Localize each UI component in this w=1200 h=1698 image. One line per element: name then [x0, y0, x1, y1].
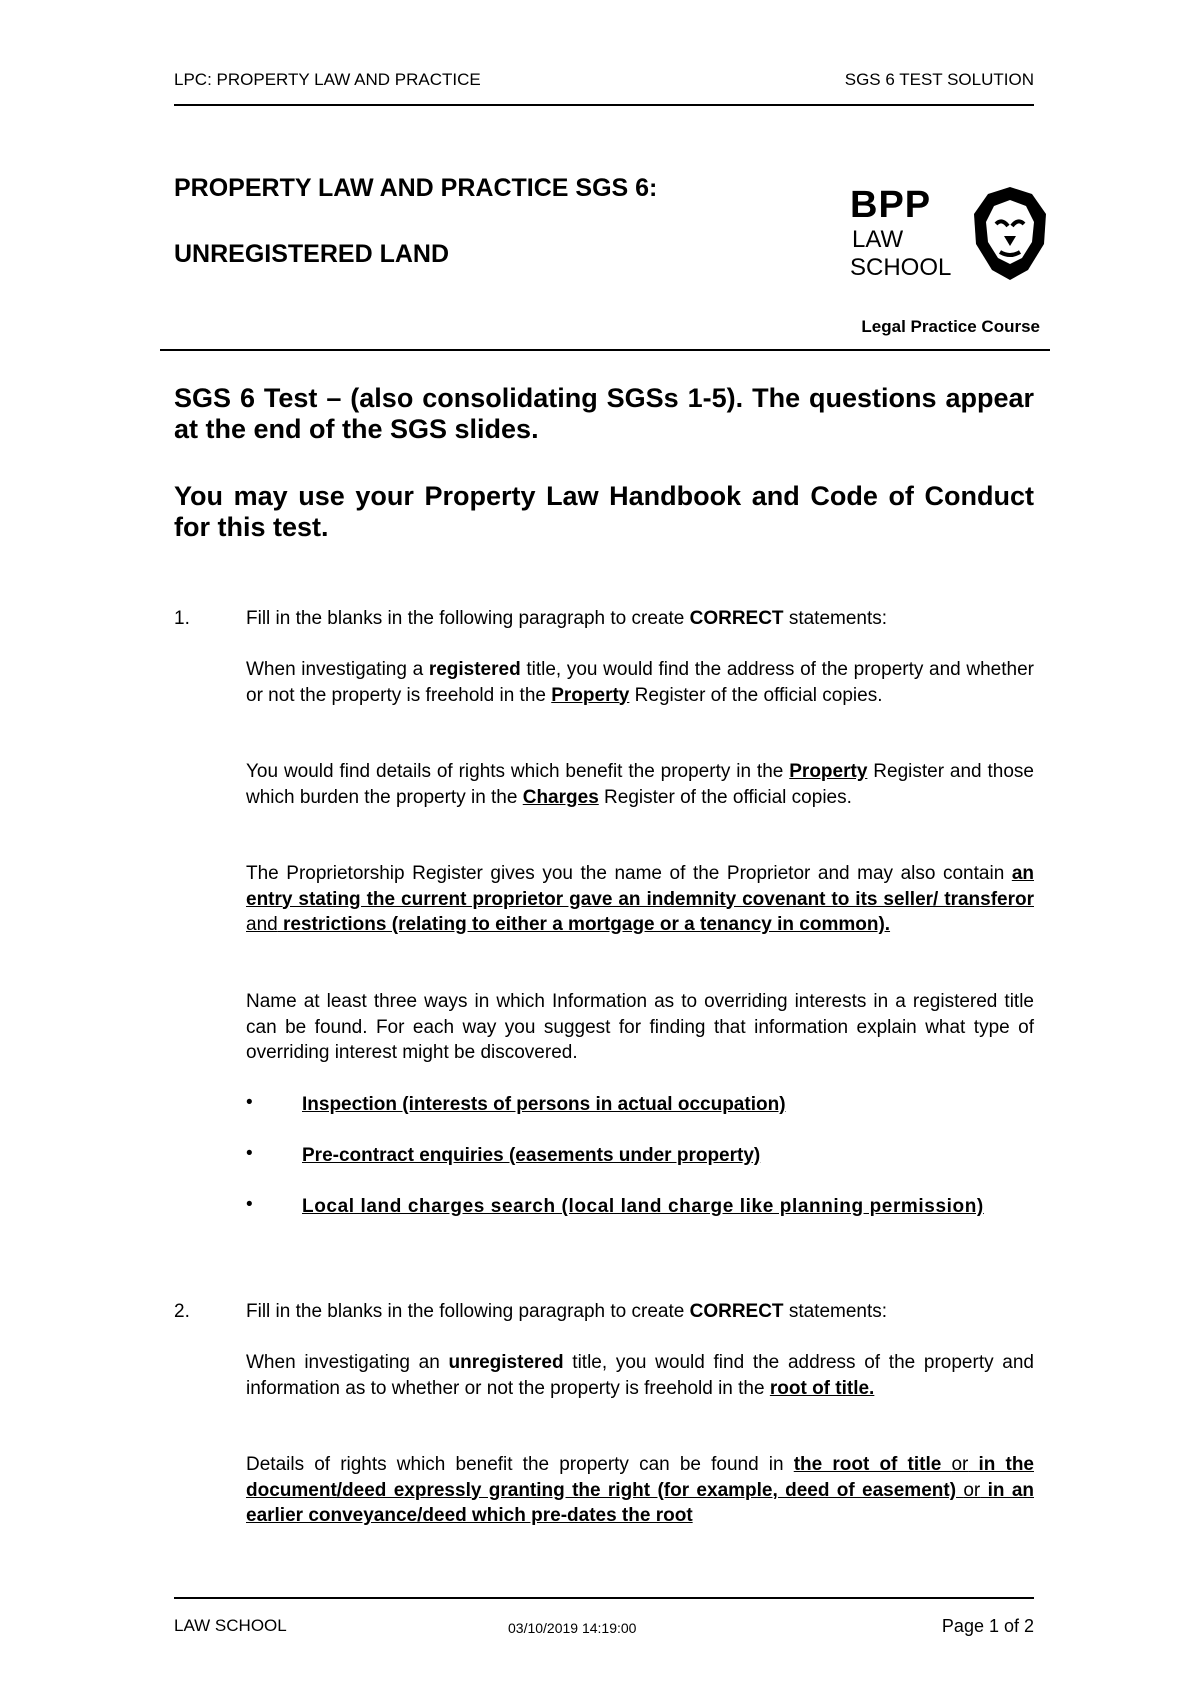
logo-text-bpp: BPP: [850, 184, 932, 226]
footer-timestamp: 03/10/2019 14:19:00: [508, 1620, 637, 1636]
answer: Property: [789, 761, 868, 782]
question-2-instruction: [246, 1299, 1034, 1325]
question-1-instruction: [246, 606, 1034, 632]
answer: restrictions (relating to either a mortgage or a tenancy in common).: [277, 914, 891, 935]
footer-rule: [174, 1597, 1034, 1599]
answer: Property: [551, 684, 630, 706]
answer: Charges: [522, 786, 599, 808]
answer-bullet-3: Local land charges search (local land charge like planning permission): [302, 1196, 984, 1217]
document-subtitle: UNREGISTERED LAND: [174, 240, 450, 268]
course-label: Legal Practice Course: [861, 317, 1040, 336]
text: title, you would find the address of the property and information as to whether or not the property is freehold in the: [246, 1352, 1034, 1399]
question-2-number: 2.: [174, 1301, 190, 1322]
header-rule: [174, 104, 1034, 106]
bullet-icon: •: [246, 1092, 253, 1113]
text: statements:: [783, 1301, 888, 1322]
logo-text-law: LAW: [852, 226, 904, 253]
answer: an entry stating the current proprietor gave an indemnity covenant to its seller/ transferor: [246, 863, 1034, 910]
answer: the root of title: [793, 1454, 952, 1475]
text: You would find details of rights which benefit the property in the: [246, 761, 790, 782]
document-title: PROPERTY LAW AND PRACTICE SGS 6:: [174, 174, 658, 202]
footer-left: LAW SCHOOL: [174, 1616, 287, 1635]
text: title, you would find the address of the property and whether or not the property is freehold in the: [246, 659, 1034, 706]
text: Details of rights which benefit the property can be found in: [246, 1454, 794, 1475]
text-bold: CORRECT: [689, 1301, 784, 1322]
question-1-paragraph-2: [246, 759, 1034, 810]
title-rule: [160, 349, 1050, 351]
answer: root of title.: [769, 1377, 875, 1399]
intro-paragraph-2: You may use your Property Law Handbook and Code of Conduct for this test.: [174, 481, 1034, 542]
text: The Proprietorship Register gives you the name of the Proprietor and may also contain: [246, 863, 1012, 884]
answer: in the document/deed expressly granting the right (for example, deed of easement): [246, 1454, 1034, 1501]
text-bold: CORRECT: [689, 608, 784, 629]
running-header: [174, 70, 1034, 90]
text-bold: registered: [428, 659, 521, 680]
answer-bullet-2: Pre-contract enquiries (easements under property): [302, 1145, 761, 1166]
logo-text-school: SCHOOL: [850, 254, 952, 281]
text: When investigating a: [246, 659, 429, 680]
bpp-logo: [850, 184, 1060, 284]
question-1-paragraph-1: [246, 657, 1034, 708]
text: and: [246, 914, 278, 935]
answer-bullet-1: Inspection (interests of persons in actual occupation): [302, 1094, 786, 1115]
bullet-icon: •: [246, 1194, 253, 1215]
text: When investigating an: [246, 1352, 449, 1373]
lion-head-icon: [970, 184, 1050, 284]
text: Fill in the blanks in the following paragraph to create: [246, 1301, 690, 1322]
bullet-icon: •: [246, 1143, 253, 1164]
text: Register of the official copies.: [598, 786, 852, 808]
question-2-paragraph-2: [246, 1452, 1034, 1530]
text: Fill in the blanks in the following paragraph to create: [246, 608, 690, 629]
header-left: LPC: PROPERTY LAW AND PRACTICE: [174, 70, 481, 89]
text: or: [963, 1479, 981, 1501]
text: Register and those which burden the property in the: [246, 761, 1035, 808]
header-right: SGS 6 TEST SOLUTION: [844, 70, 1034, 89]
question-1-number: 1.: [174, 608, 190, 629]
question-2-paragraph-1: [246, 1350, 1034, 1401]
text: statements:: [783, 608, 888, 629]
text-bold: unregistered: [448, 1352, 564, 1373]
text: or: [951, 1454, 969, 1475]
question-1-paragraph-3: [246, 861, 1034, 938]
question-1-paragraph-4: Name at least three ways in which Information as to overriding interests in a registered title can be found. For each way you suggest for finding that information explain what type of overriding interest might be discovered.: [246, 991, 1034, 1063]
answer: in an earlier conveyance/deed which pre-dates the root: [246, 1479, 1034, 1526]
intro-paragraph-1: SGS 6 Test – (also consolidating SGSs 1-5). The questions appear at the end of the SGS slides.: [174, 383, 1034, 444]
page-number: Page 1 of 2: [941, 1616, 1034, 1636]
text: Register of the official copies.: [629, 684, 883, 706]
